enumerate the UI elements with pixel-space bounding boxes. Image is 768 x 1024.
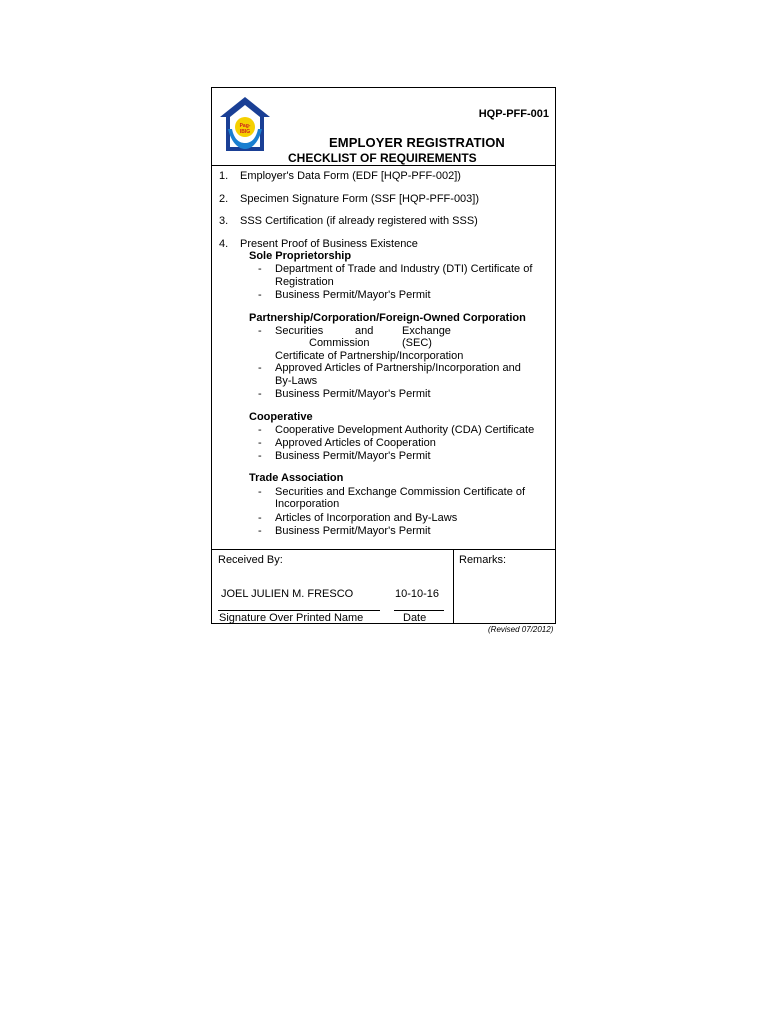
list-item: Business Permit/Mayor's Permit	[275, 388, 431, 400]
list-item: Approved Articles of Partnership/Incorporation and	[275, 362, 521, 374]
svg-text:Pag-: Pag-	[239, 123, 251, 129]
list-item: Department of Trade and Industry (DTI) Certificate of	[275, 263, 533, 275]
list-item: and	[355, 325, 374, 337]
list-item: Certificate of Partnership/Incorporation	[275, 350, 464, 362]
list-item: Business Permit/Mayor's Permit	[275, 525, 431, 537]
bullet-dash: -	[258, 263, 262, 275]
revised-note: (Revised 07/2012)	[488, 625, 554, 634]
registration-form	[211, 87, 556, 624]
item-text: Specimen Signature Form (SSF [HQP-PFF-003])	[240, 193, 480, 205]
requirements-list	[212, 166, 555, 549]
list-item: Business Permit/Mayor's Permit	[275, 289, 431, 301]
footer-divider	[453, 550, 454, 624]
item-number: 3.	[219, 215, 229, 227]
received-date: 10-10-16	[395, 588, 440, 600]
section-heading: Cooperative	[249, 411, 313, 423]
received-by-label: Received By:	[218, 554, 283, 566]
form-title: EMPLOYER REGISTRATION	[329, 135, 505, 150]
bullet-dash: -	[258, 388, 262, 400]
bullet-dash: -	[258, 424, 262, 436]
receiver-name: JOEL JULIEN M. FRESCO	[221, 588, 354, 600]
list-item: Approved Articles of Cooperation	[275, 437, 436, 449]
item-number: 1.	[219, 170, 229, 182]
section-heading: Trade Association	[249, 472, 344, 484]
list-item: Cooperative Development Authority (CDA) Certificate	[275, 424, 535, 436]
list-item: Business Permit/Mayor's Permit	[275, 450, 431, 462]
remarks-label: Remarks:	[459, 554, 507, 566]
bullet-dash: -	[258, 362, 262, 374]
list-item: Articles of Incorporation and By-Laws	[275, 512, 458, 524]
form-code: HQP-PFF-001	[478, 108, 549, 120]
form-subtitle: CHECKLIST OF REQUIREMENTS	[288, 151, 477, 165]
svg-text:IBIG: IBIG	[239, 129, 251, 135]
list-item: Commission	[309, 337, 370, 349]
bullet-dash: -	[258, 512, 262, 524]
date-label: Date	[403, 612, 427, 624]
item-number: 4.	[219, 238, 229, 250]
section-heading: Sole Proprietorship	[249, 250, 352, 262]
list-item: By-Laws	[275, 375, 318, 387]
section-heading: Partnership/Corporation/Foreign-Owned Corporation	[249, 312, 526, 324]
list-item: Registration	[275, 276, 334, 288]
list-item: Securities	[275, 325, 324, 337]
bullet-dash: -	[258, 450, 262, 462]
received-section	[212, 549, 555, 624]
item-text: Employer's Data Form (EDF [HQP-PFF-002])	[240, 170, 461, 182]
list-item: Securities and Exchange Commission Certificate of	[275, 486, 526, 498]
pag-ibig-logo	[218, 95, 272, 153]
item-text: SSS Certification (if already registered with SSS)	[240, 215, 478, 227]
list-item: (SEC)	[402, 337, 432, 349]
bullet-dash: -	[258, 325, 262, 337]
list-item: Exchange	[402, 325, 451, 337]
signature-line	[218, 610, 380, 611]
item-number: 2.	[219, 193, 229, 205]
bullet-dash: -	[258, 289, 262, 301]
form-header	[212, 88, 555, 166]
signature-label: Signature Over Printed Name	[219, 612, 364, 624]
bullet-dash: -	[258, 437, 262, 449]
bullet-dash: -	[258, 525, 262, 537]
bullet-dash: -	[258, 486, 262, 498]
item-text: Present Proof of Business Existence	[240, 238, 418, 250]
list-item: Incorporation	[275, 498, 340, 510]
date-line	[394, 610, 444, 611]
